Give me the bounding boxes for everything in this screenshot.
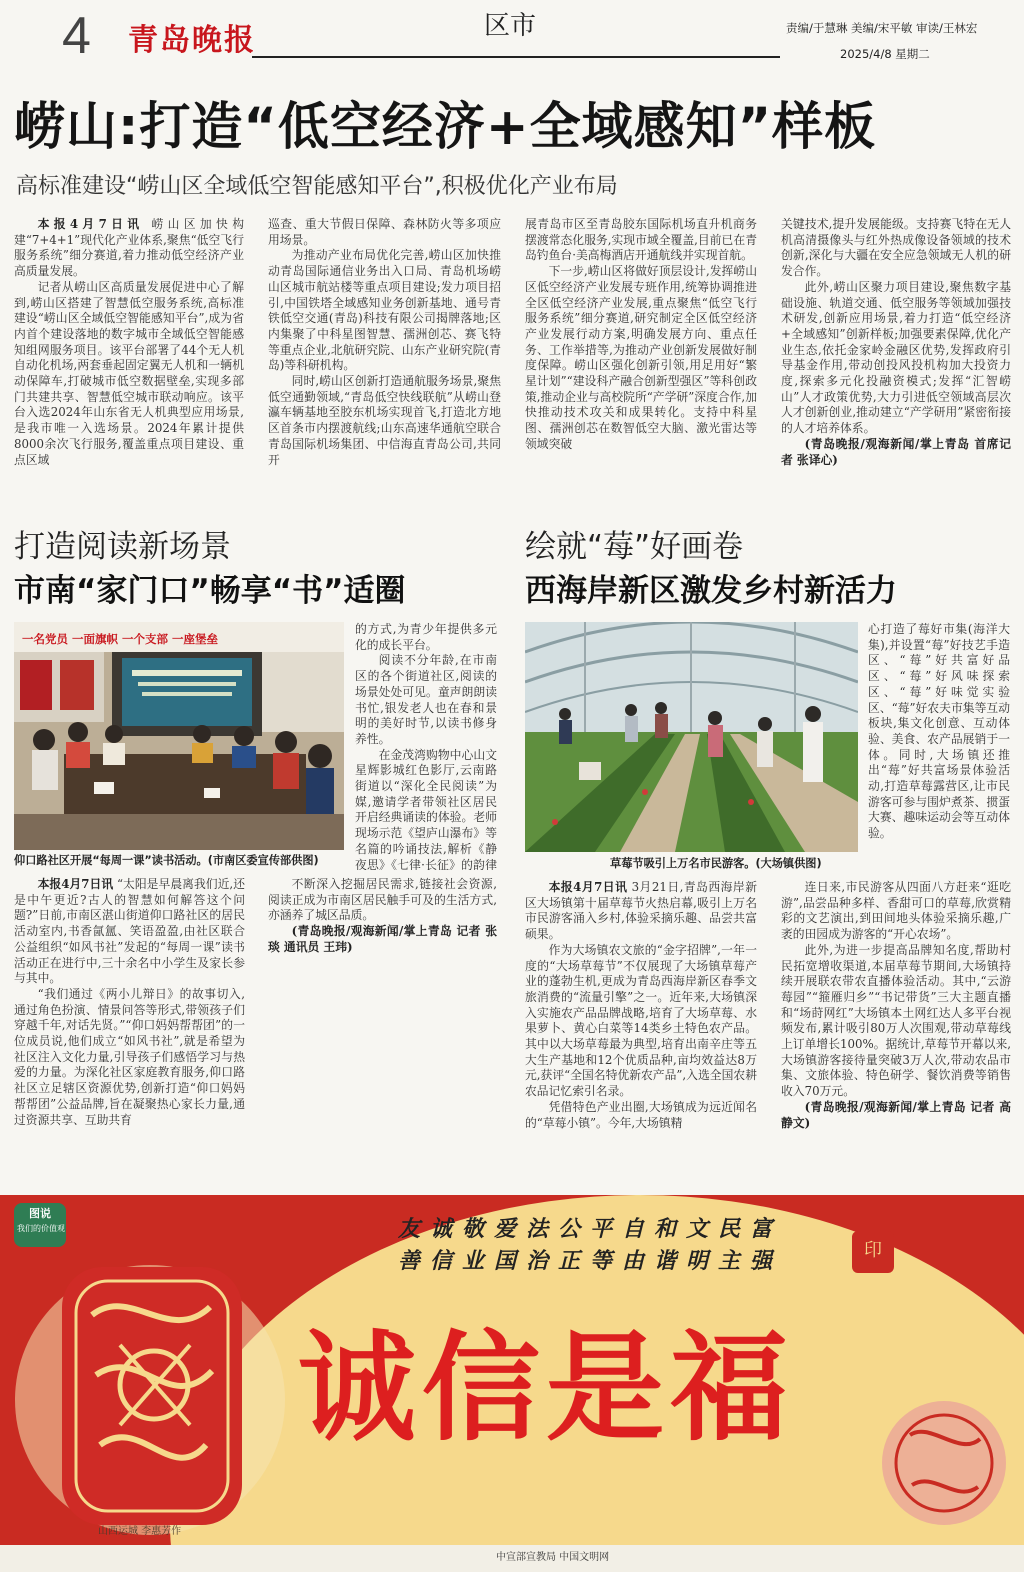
- story2-photo: [14, 622, 344, 850]
- story2-left-paragraph-2: “我们通过《两小儿辩日》的故事切入,通过角色扮演、情景问答等形式,带领孩子们穿越千年,对话先贤。”“仰口妈妈帮帮团”的一位成员说,他们成立“如风书社”,就是希望为社区注入文化力量,引导孩子们感悟学习与热爱的力量。为深化社区家庭教育服务,仰口路社区立足辖区资源优势,创新打造“仰口妈妈帮帮团”公益品牌,旨在凝聚热心家长力量,通过资源共享、互助共育: [14, 986, 245, 1127]
- public-service-ad: [0, 1195, 1024, 1572]
- story2-right-upper: [355, 622, 497, 870]
- reading-room-illustration: [14, 622, 344, 850]
- story3-dateline: 本报4月7日讯: [548, 880, 628, 894]
- ad-seal: 印: [864, 1240, 882, 1261]
- lead-byline: (青岛晚报/观海新闻/掌上青岛 首席记者 张译心): [781, 436, 1011, 467]
- story3-right-lower: [781, 880, 1011, 1188]
- story2-right-paragraph-1: 的方式,为青少年提供多元化的成长平台。: [355, 622, 497, 652]
- ad-badge-top: 图说: [29, 1207, 51, 1220]
- story2-right-paragraph-3: 在金茂湾购物中心山文星辉影城红色影厅,云南路街道以“深化全民阅读”为媒,邀请学者带领社区居民开启经典诵读的体验。老师现场示范《望庐山瀑布》等名篇的吟诵技法,解析《静夜思》《七律·长征》的韵律: [355, 747, 497, 870]
- story3-right-paragraph-3: 此外,为进一步提高品牌知名度,帮助村民拓宽增收渠道,本届草莓节期间,大场镇持续开展联农带农直播体验活动。其中,“云游莓园”“箍雁归乡”“书记带货”三大主题直播和“场莳网红”大场镇本土网红达人多平台视频发布,累计吸引80万人次围观,带动草莓线上订单增长100%。据统计,草莓节开幕以来,大场镇游客接待量突破3万人次,带动农品市集、文旅体验、特色研学、餐饮消费等销售收入70万元。: [781, 942, 1011, 1099]
- story3-left-column: [525, 880, 757, 1188]
- lead-dateline: 本报4月7日讯: [37, 217, 144, 231]
- lead-col3-paragraph-2: 下一步,崂山区将做好顶层设计,发挥崂山区低空经济产业发展专班作用,统筹协调推进全区低空经济产业发展,重点聚焦“低空飞行服务系统”细分赛道,研究制定全区低空经济产业发展行动方案,明确发展方向、重点任务、工作举措等,为推动产业创新发展做好制度保障。崂山区强化创新引领,用足用好“繁星计划”“建设科产融合创新型强区”等科创政策,推动企业与高校院所“产学研”深度合作,加快推动技术攻关和成果转化。支持中科星图、孺洲创芯在数智低空大脑、激光雷达等领域突破: [525, 264, 757, 451]
- story2-photo-caption: 仰口路社区开展“每周一课”读书活动。(市南区委宣传部供图): [14, 854, 319, 867]
- story3-byline: (青岛晚报/观海新闻/掌上青岛 记者 高静文): [781, 1099, 1011, 1130]
- story3-kicker: 绘就“莓”好画卷: [525, 529, 744, 565]
- lead-col3-paragraph-1: 展青岛市区至青岛胶东国际机场直升机商务摆渡常态化服务,实现市域全覆盖,目前已在青岛钓鱼台·美高梅酒店开通航线并实现首航。: [525, 217, 757, 263]
- story3-left-paragraph-3: 凭借特色产业出圈,大场镇成为远近闻名的“草莓小镇”。今年,大场镇精: [525, 1099, 757, 1130]
- strawberry-greenhouse-illustration: [525, 622, 858, 852]
- lead-column-2: [268, 217, 501, 515]
- header-rule: [252, 56, 780, 58]
- lead-column-3: [525, 217, 757, 515]
- lead-col1-paragraph: 记者从崂山区高质量发展促进中心了解到,崂山区搭建了智慧低空服务系统,高标准建设“崂山区全域低空智能感知平台”,成为省内首个建设落地的数字城市全域低空智能感知组网服务项目。该平台部署了44个无人机自动化机场,两套垂起固定翼无人机和一辆机动保障车,打破城市低空数据壁垒,实现多部门共建共享、智慧低空城市联动响应。该平台入选2024年山东省无人机典型应用场景,是我市唯一入选场景。2024年累计提供8000余次飞行服务,覆盖重点项目建设、重点区域: [14, 279, 244, 467]
- page-number: 4: [62, 7, 91, 65]
- story3-headline: 西海岸新区激发乡村新活力: [525, 573, 897, 609]
- story2-dateline: 本报4月7日讯: [37, 877, 114, 891]
- lead-column-1: [14, 217, 244, 515]
- editors-credit: 责编/于慧琳 美编/宋平敏 审读/王林宏: [786, 21, 978, 35]
- story3-left-first: 3月21日,青岛西海岸新区大场镇第十届草莓节火热启幕,吸引上万名市民游客涌入乡村,体验采摘乐趣、品尝共富硕果。: [525, 880, 757, 942]
- photo-banner: 一名党员 一面旗帜 一个支部 一座堡垒: [22, 632, 219, 646]
- lead-col1-first: 崂山区加快构建“7+4+1”现代化产业体系,聚焦“低空飞行服务系统”细分赛道,着力推动低空经济产业高质量发展。: [14, 217, 244, 279]
- story2-right-paragraph-2: 阅读不分年龄,在市南区的各个街道社区,阅读的场景处处可见。童声朗朗读书忙,银发老人也在春和景明的美好时节,以读书修身养性。: [355, 653, 497, 746]
- story3-right-paragraph-2: 连日来,市民游客从四面八方赶来“逛吃游”,品尝品种多样、香甜可口的草莓,欣赏精彩的文艺演出,到田间地头体验采摘乐趣,广袤的田园成为游客的“开心农场”。: [781, 880, 1011, 942]
- story2-kicker: 打造阅读新场景: [14, 529, 231, 565]
- story2-right-paragraph-4: 不断深入挖掘居民需求,链接社会资源,阅读正成为市南区居民触手可及的生活方式,亦涵养了城区品质。: [268, 877, 497, 923]
- ad-main-text: 诚信是福: [298, 1319, 795, 1457]
- ad-slogan-line-2: 善信业国治正等由谐明主强: [398, 1248, 783, 1274]
- lead-headline: 崂山:打造“低空经济+全域感知”样板: [14, 98, 877, 157]
- story3-left-paragraph-2: 作为大场镇农文旅的“金字招牌”,一年一度的“大场草莓节”不仅展现了大场镇草莓产业的蓬勃生机,更成为青岛西海岸新区春季文旅消费的“流量引擎”之一。近年来,大场镇深入实施农产品品牌战略,培育了大场草莓、水果萝卜、黄心白菜等14类乡土特色农产品。其中以大场草莓最为典型,培育出南辛庄等五大生产基地和12个优质品种,亩均效益达8万元,获评“全国名特优新农产品”,入选全国农耕农品记忆索引名录。: [525, 942, 757, 1099]
- story2-left-first: “太阳是早晨离我们近,还是中午更近?古人的智慧如何解答这个问题?”日前,市南区湛山街道仰口路社区的居民活动室内,书香氤氲、笑语盈盈,由社区联合公益组织“如风书社”发起的“每周一课”读书活动正在进行中,三十余名中小学生及家长参与其中。: [14, 877, 245, 986]
- newspaper-logo: 青岛晚报: [128, 23, 256, 58]
- ad-slogan-line-1: 友诚敬爱法公平自和文民富: [398, 1216, 783, 1242]
- section-title: 区市: [483, 11, 536, 41]
- lead-col4-paragraph-2: 此外,崂山区聚力项目建设,聚焦数字基础设施、轨道交通、低空服务等领域加强技术研发,创新应用场景,着力打造“低空经济+全域感知”创新样板;加强要素保障,优化产业生态,依托金家岭金融区优势,发挥政府引导基金作用,带动创投风投机构加大投资力度,探索多元化投融资模式;发挥“汇智崂山”人才政策优势,大力引进低空领域高层次人才创新创业,推动建立“产学研用”紧密衔接的人才培养体系。: [781, 279, 1011, 436]
- story3-right-upper: [868, 622, 1010, 874]
- lead-column-4: [781, 217, 1011, 515]
- story3-right-top: 心打造了莓好市集(海洋大集),并设置“莓”好技艺手造区、“莓”好共富好品区、“莓”好风味探索区、“莓”好味觉实验区、“莓”好农夫市集等互动板块,集文化创意、互动体验、美食、农产品展销于一体。同时,大场镇还推出“莓”好共富场景体验活动,打造草莓露营区,让市民游客可参与围炉煮茶、掼蛋大赛、趣味运动会等互动体验。: [868, 622, 1010, 841]
- story2-right-lower: [268, 877, 497, 1189]
- lead-subhead: 高标准建设“崂山区全域低空智能感知平台”,积极优化产业布局: [16, 174, 618, 199]
- lead-col4-paragraph-1: 关键技术,提升发展能级。支持赛飞特在无人机高清摄像头与红外热成像设备领域的技术创新,深化与大疆在安全应急领域无人机的研发合作。: [781, 217, 1011, 279]
- lead-col2-paragraph-1: 巡查、重大节假日保障、森林防火等多项应用场景。: [268, 217, 501, 247]
- story3-photo: [525, 622, 858, 852]
- issue-date: 2025/4/8 星期二: [840, 47, 930, 61]
- story2-byline: (青岛晚报/观海新闻/掌上青岛 记者 张琰 通讯员 王玮): [268, 924, 497, 954]
- ad-artwork-credit: 山西运城 李惠芳作: [98, 1526, 182, 1537]
- story3-photo-caption: 草莓节吸引上万名市民游客。(大场镇供图): [610, 857, 822, 870]
- story2-left-column: [14, 877, 245, 1189]
- lead-col2-paragraph-3: 同时,崂山区创新打造通航服务场景,聚焦低空通勤领域,“青岛低空快线联航”从崂山登瀛车辆基地至胶东机场实现首飞,打造北方地区首条市内摆渡航线;山东高速华通航空联合青岛国际机场集团、中信海直青岛公司,共同开: [268, 374, 501, 467]
- ad-badge-bottom: 我们的价值观: [17, 1224, 65, 1233]
- ad-publisher: 中宣部宣教局 中国文明网: [496, 1552, 610, 1563]
- story2-headline: 市南“家门口”畅享“书”适圈: [14, 573, 406, 609]
- lead-col2-paragraph-2: 为推动产业布局优化完善,崂山区加快推动青岛国际通信业务出入口局、青岛机场崂山区城市航站楼等重点项目建设;发力项目招引,中国铁塔全域感知业务创新基地、通号青铁低空交通(青岛)科技有限公司揭牌落地;区内集聚了中科星图智慧、孺洲创芯、赛飞特等重点企业,北航研究院、山东产业研究院(青岛)等科研机构。: [268, 248, 501, 373]
